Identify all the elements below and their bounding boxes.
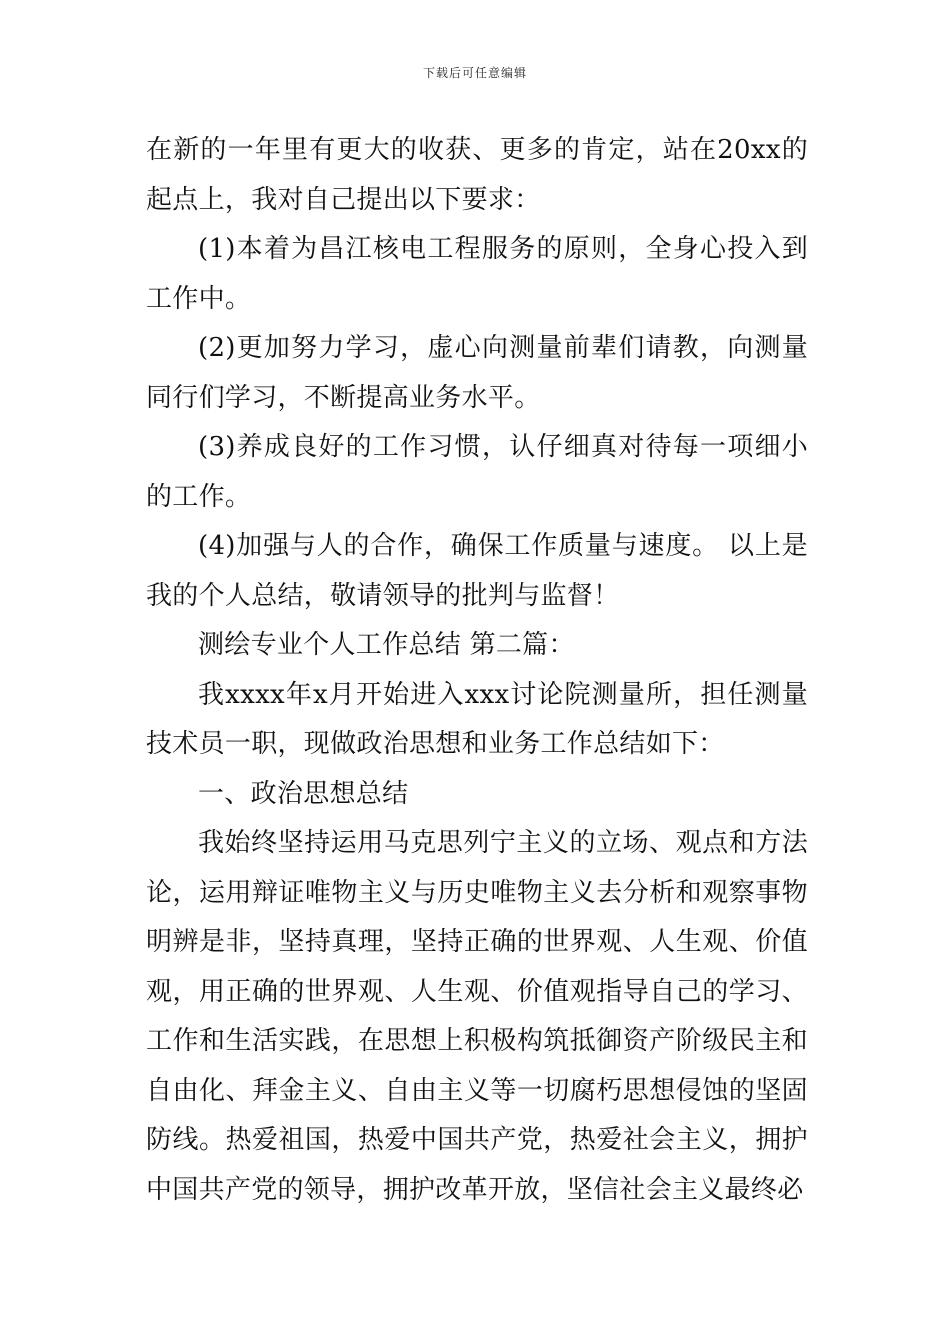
document-body — [146, 126, 808, 1215]
paragraph-3: (2)更加努力学习，虚心向测量前辈们请教，向测量同行们学习，不断提高业务水平。 — [146, 333, 808, 413]
section-heading-political: 一、政治思想总结 — [198, 778, 409, 809]
section-heading-second-part: 测绘专业个人工作总结 第二篇： — [198, 630, 575, 660]
paragraph-7: 我xxxx年x月开始进入xxx讨论院测量所，担任测量技术员一职，现做政治思想和业务工作总结如下： — [146, 679, 808, 759]
page-header: 下载后可任意编辑 — [422, 66, 527, 80]
paragraph-9: 我始终坚持运用马克思列宁主义的立场、观点和方法论，运用辩证唯物主义与历史唯物主义去分析和观察事物明辨是非，坚持真理，坚持正确的世界观、人生观、价值观，用正确的世界观、人生观、价值观指导自己的学习、工作和生活实践，在思想上积极构筑抵御资产阶级民主和自由化、拜金主义、自由主义等一切腐朽思想侵蚀的坚固防线。热爱祖国，热爱中国共产党，热爱社会主义，拥护中国共产党的领导，拥护改革开放，坚信社会主义最终必 — [146, 828, 808, 1205]
paragraph-1: 在新的一年里有更大的收获、更多的肯定，站在20xx的起点上，我对自己提出以下要求： — [146, 135, 808, 215]
paragraph-4: (3)养成良好的工作习惯，认仔细真对待每一项细小的工作。 — [146, 432, 808, 512]
paragraph-5: (4)加强与人的合作，确保工作质量与速度。 以上是我的个人总结，敬请领导的批判与监督！ — [146, 531, 808, 611]
paragraph-2: (1)本着为昌江核电工程服务的原则，全身心投入到工作中。 — [146, 234, 808, 314]
